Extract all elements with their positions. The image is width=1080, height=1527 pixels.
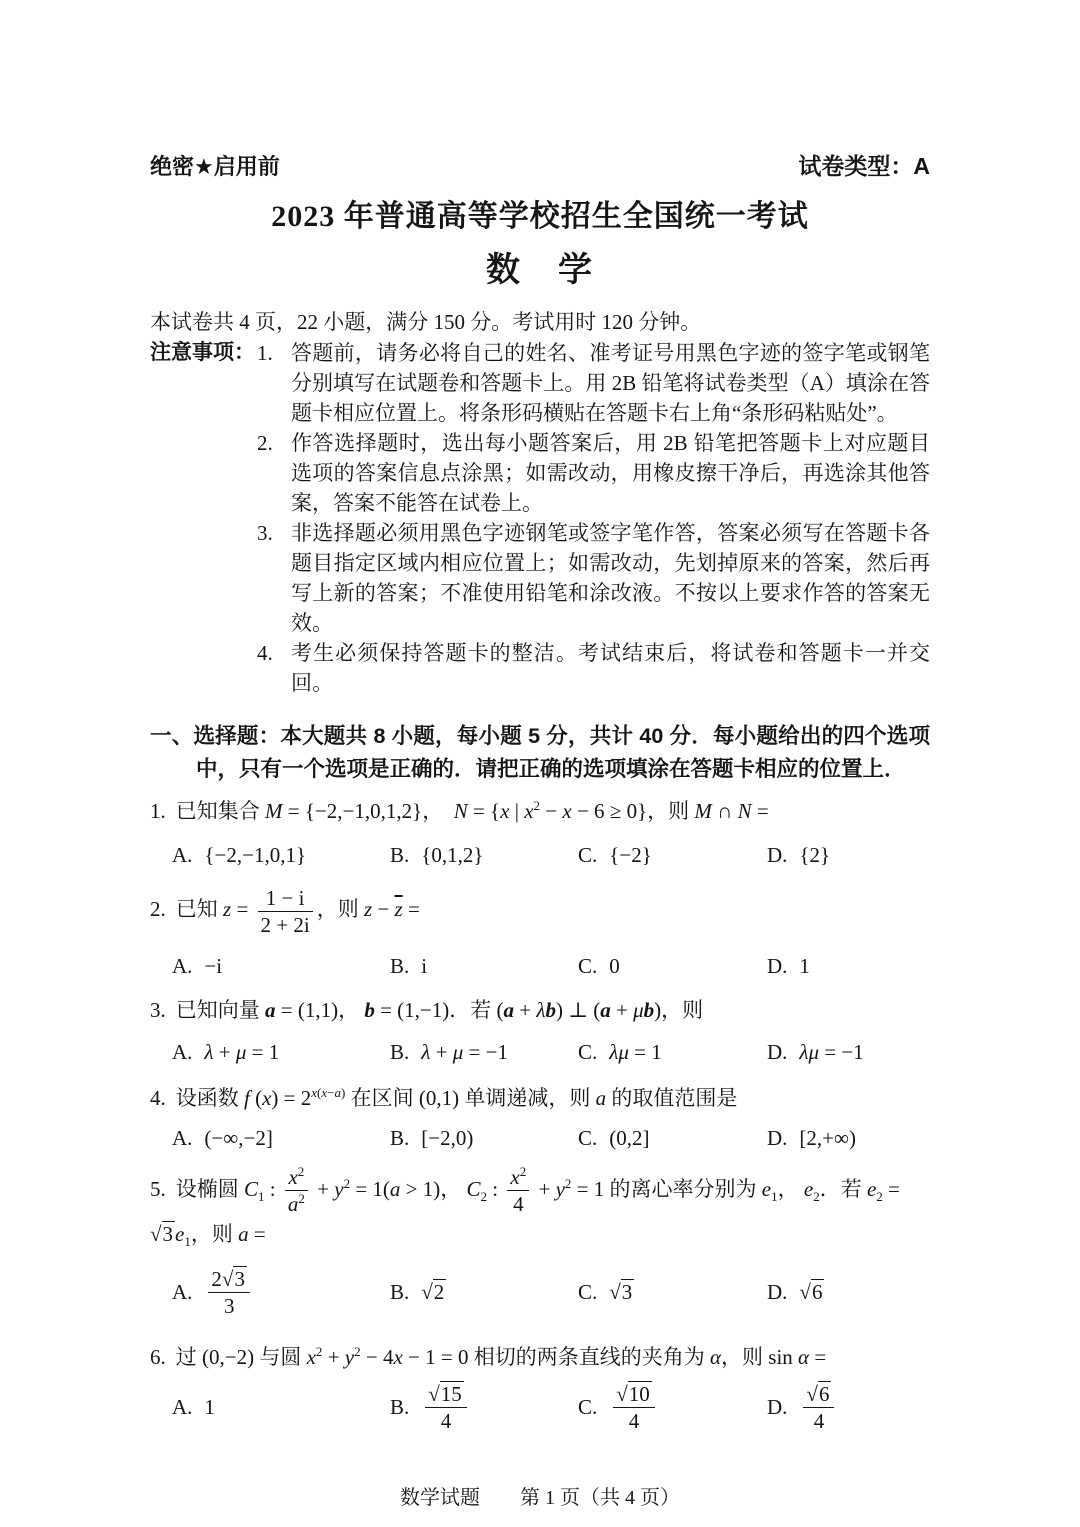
option-d: [767, 951, 930, 981]
question-stem-text: 已知向量 a = (1,1)， b = (1,−1)．若 (a + λb) ⊥ (a + μb)，则: [175, 998, 704, 1023]
question-stem: [150, 1165, 930, 1250]
option-c: [578, 1267, 767, 1318]
option-label: C.: [578, 1126, 598, 1151]
option-label: A.: [172, 954, 193, 979]
note-number: 1.: [257, 341, 273, 365]
question-stem: [150, 1081, 930, 1115]
question-stem: [150, 794, 930, 828]
option-c: [578, 1382, 767, 1433]
option-label: A.: [172, 1040, 193, 1065]
option-value: {2}: [799, 843, 831, 867]
note-text: 答题前，请务必将自己的姓名、准考证号用黑色字迹的签字笔或钢笔分别填写在试题卷和答题卡上。用 2B 铅笔将试卷类型（A）填涂在答题卡相应位置上。将条形码横贴在答题卡右上角“条形码粘贴处”。: [291, 341, 930, 425]
secrecy-label: 绝密★启用前: [150, 154, 280, 179]
option-label: C.: [578, 1280, 598, 1305]
question-number: 3.: [150, 998, 166, 1023]
options-row: [172, 1382, 930, 1433]
option-c: [578, 951, 767, 981]
note-text: 考生必须保持答题卡的整洁。考试结束后，将试卷和答题卡一并交回。: [291, 641, 930, 695]
option-label: C.: [578, 954, 598, 979]
option-value: 0: [609, 954, 620, 979]
question-number: 6.: [150, 1344, 166, 1369]
option-value: 1: [799, 954, 810, 979]
question-item: [150, 993, 930, 1067]
option-label: A.: [172, 1126, 193, 1151]
option-c: [578, 1037, 767, 1067]
option-label: C.: [578, 1040, 598, 1065]
question-stem-text: 设椭圆 $C_1$ : $\frac{x^2}{a^2}$ + $y^2 = 1(a > 1)$， $C_2$ : $\frac{x^2}{4}$ + $y^2 = 1$ 的离心率分别为 $e_1$， $e_2$．若 $e_2$ = √ $3e_1$，则 a =: [150, 1177, 900, 1246]
option-value: [−2,0): [421, 1126, 474, 1151]
question-item: [150, 1081, 930, 1153]
option-a: [172, 1382, 390, 1433]
note-number: 2.: [257, 431, 273, 455]
option-value: 1: [204, 1395, 215, 1420]
option-a: [172, 840, 390, 870]
notes-list: [257, 338, 930, 698]
option-value: [2,+∞): [799, 1126, 856, 1151]
option-label: D.: [767, 1280, 788, 1305]
note-text: 作答选择题时，选出每小题答案后，用 2B 铅笔把答题卡上对应题目选项的答案信息点涂黑；如需改动，用橡皮擦干净后，再选涂其他答案，答案不能答在试卷上。: [291, 431, 930, 515]
notes-block: [150, 338, 930, 698]
option-label: A.: [172, 1395, 193, 1420]
option-d: [767, 1123, 930, 1153]
note-number: 4.: [257, 641, 273, 665]
question-number: 4.: [150, 1086, 166, 1111]
option-value: √ $\frac{10}{4}$: [609, 1382, 659, 1433]
option-value: {0,1,2}: [421, 843, 484, 867]
question-item: [150, 1165, 930, 1318]
section-heading: 一、选择题：本大题共 8 小题，每小题 5 分，共计 40 分．每小题给出的四个选项中，只有一个选项是正确的．请把正确的选项填涂在答题卡相应的位置上．: [150, 724, 930, 781]
exam-title: 2023 年普通高等学校招生全国统一考试: [271, 200, 809, 233]
option-value: √ $\frac{6}{4}$: [799, 1382, 838, 1433]
option-label: A.: [172, 1280, 193, 1305]
question-stem-text: 已知 z = $\frac{1 - i}{2 + 2i}$ ，则 $z - \overline{z}$ =: [175, 886, 420, 938]
options-row: [172, 951, 930, 981]
note-item: [257, 338, 930, 428]
option-b: [390, 1267, 578, 1318]
option-value: {−2}: [609, 843, 652, 867]
option-label: D.: [767, 1040, 788, 1065]
note-item: [257, 638, 930, 698]
question-item: [150, 886, 930, 981]
question-item: [150, 1340, 930, 1433]
option-value: √ 3: [609, 1277, 634, 1307]
option-d: [767, 1267, 930, 1318]
option-value: √ $\frac{15}{4}$: [421, 1382, 471, 1433]
option-c: [578, 840, 767, 870]
option-label: D.: [767, 1395, 788, 1420]
page-footer: 数学试题 第 1 页（共 4 页）: [400, 1487, 680, 1510]
option-label: B.: [390, 1126, 410, 1151]
option-c: [578, 1123, 767, 1153]
question-stem: [150, 886, 930, 937]
question-number: 1.: [150, 799, 166, 823]
option-label: C.: [578, 843, 598, 867]
option-d: [767, 1382, 930, 1433]
option-value: {−2,−1,0,1}: [204, 843, 307, 867]
option-label: D.: [767, 954, 788, 979]
option-label: D.: [767, 843, 788, 867]
question-stem-text: 已知集合 M = {−2,−1,0,1,2}， N = {x | $x^2 - x - 6 \ge 0$}，则 M ∩ N =: [175, 798, 769, 823]
question-stem: [150, 1340, 930, 1374]
option-b: [390, 1382, 578, 1433]
option-label: B.: [390, 843, 410, 867]
note-item: [257, 518, 930, 638]
option-value: λμ = 1: [609, 1040, 662, 1065]
options-row: [172, 1123, 930, 1153]
option-a: [172, 1267, 390, 1318]
option-label: B.: [390, 1040, 410, 1065]
option-b: [390, 1037, 578, 1067]
note-item: [257, 428, 930, 518]
option-b: [390, 840, 578, 870]
options-row: [172, 840, 930, 870]
subject-title: 数 学: [486, 252, 594, 289]
exam-info: 本试卷共 4 页，22 小题，满分 150 分。考试用时 120 分钟。: [150, 310, 702, 334]
paper-type-label: 试卷类型：A: [798, 153, 930, 179]
option-value: −i: [204, 954, 223, 979]
option-value: i: [421, 954, 428, 979]
option-b: [390, 1123, 578, 1153]
option-value: √ 6: [799, 1277, 824, 1307]
option-b: [390, 951, 578, 981]
question-number: 2.: [150, 897, 166, 922]
question-stem: [150, 993, 930, 1027]
option-value: λ + μ = 1: [204, 1040, 280, 1065]
option-value: (0,2]: [609, 1126, 650, 1151]
option-value: λ + μ = −1: [421, 1040, 508, 1065]
option-label: B.: [390, 954, 410, 979]
question-stem-text: 设函数 f $(x) = 2^{x(x-a)}$ 在区间 (0,1) 单调递减，则 a 的取值范围是: [175, 1085, 738, 1111]
option-a: [172, 1037, 390, 1067]
option-value: $\frac{2 √ 3}{3}$: [204, 1267, 254, 1318]
option-label: D.: [767, 1126, 788, 1151]
notes-label: 注意事项：: [150, 341, 255, 364]
options-row: [172, 1267, 930, 1318]
option-label: A.: [172, 843, 193, 867]
option-d: [767, 840, 930, 870]
note-text: 非选择题必须用黑色字迹钢笔或签字笔作答，答案必须写在答题卡各题目指定区域内相应位置上；如需改动，先划掉原来的答案，然后再写上新的答案；不准使用铅笔和涂改液。不按以上要求作答的答案无效。: [291, 521, 930, 635]
question-item: [150, 794, 930, 870]
option-value: √ 2: [421, 1277, 446, 1307]
options-row: [172, 1037, 930, 1067]
option-value: λμ = −1: [799, 1040, 864, 1065]
note-number: 3.: [257, 521, 273, 545]
option-label: C.: [578, 1395, 598, 1420]
option-value: (−∞,−2]: [204, 1126, 273, 1151]
page-header: [150, 148, 930, 178]
question-number: 5.: [150, 1176, 166, 1201]
option-label: B.: [390, 1395, 410, 1420]
option-a: [172, 1123, 390, 1153]
option-d: [767, 1037, 930, 1067]
option-a: [172, 951, 390, 981]
question-stem-text: 过 (0,−2) 与圆 $x^2 + y^2 - 4x - 1 = 0$ 相切的两条直线的夹角为 α，则 sin α =: [175, 1343, 827, 1369]
option-label: B.: [390, 1280, 410, 1305]
